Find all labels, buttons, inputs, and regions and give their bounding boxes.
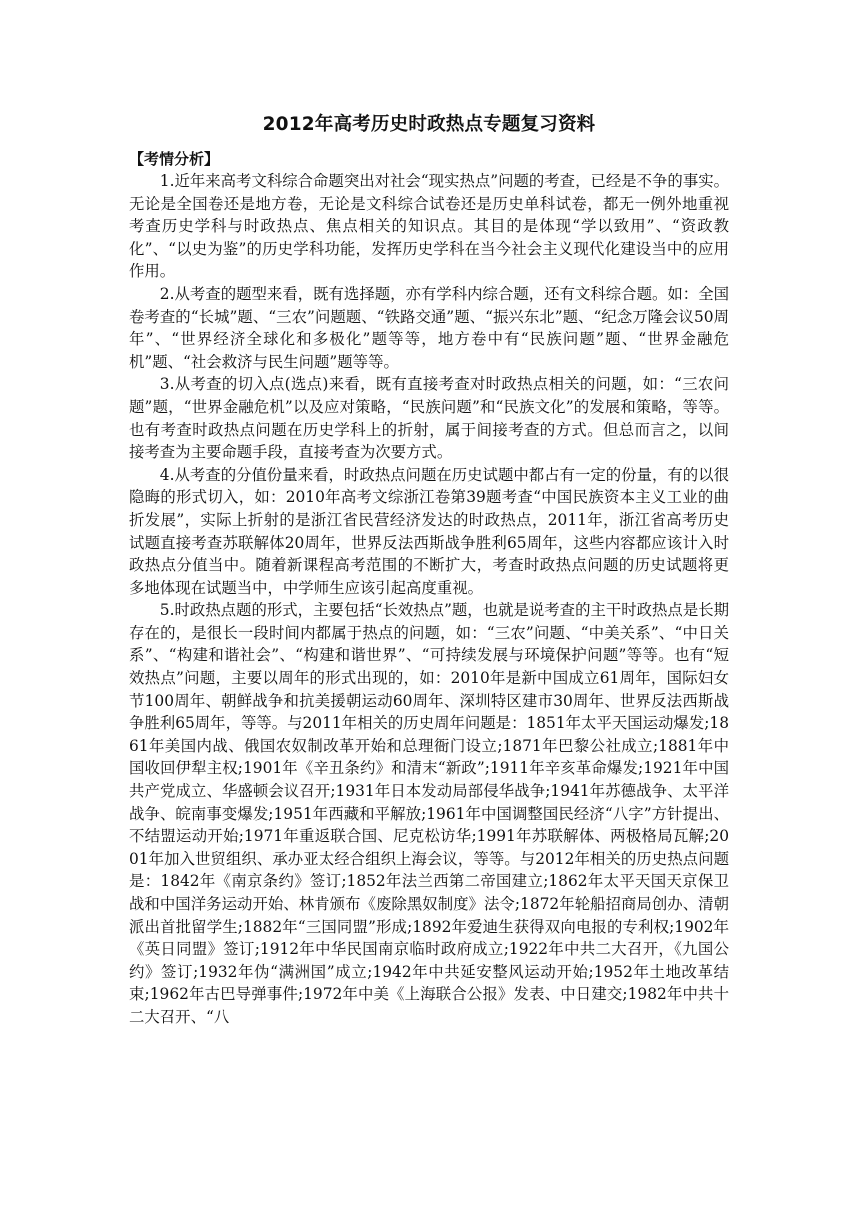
paragraph-2: 2.从考查的题型来看，既有选择题，亦有学科内综合题，还有文科综合题。如：全国卷考查的“长城”题、“三农”问题题、“铁路交通”题、“振兴东北”题、“纪念万隆会议50周年”、“世界经济全球化和多极化”题等等，地方卷中有“民族问题”题、“世界金融危机”题、“社会救济与民生问题”题等等。: [129, 284, 729, 371]
document-title: 2012年高考历史时政热点专题复习资料: [262, 114, 596, 135]
document-page: [129, 112, 729, 1029]
paragraph-1: 1.近年来高考文科综合命题突出对社会“现实热点”问题的考查，已经是不争的事实。无论是全国卷还是地方卷，无论是文科综合试卷还是历史单科试卷，都无一例外地重视考查历史学科与时政热点、焦点相关的知识点。其目的是体现“学以致用”、“资政教化”、“以史为鉴”的历史学科功能，发挥历史学科在当今社会主义现代化建设当中的应用作用。: [129, 172, 729, 281]
paragraph-3: 3.从考查的切入点(选点)来看，既有直接考查对时政热点相关的问题，如：“三农问题”题，“世界金融危机”以及应对策略，“民族问题”和“民族文化”的发展和策略，等等。也有考查时政热点问题在历史学科上的折射，属于间接考查的方式。但总而言之，以间接考查为主要命题手段，直接考查为次要方式。: [129, 375, 729, 462]
section-heading: 【考情分析】: [129, 150, 220, 168]
paragraph-5: 5.时政热点题的形式，主要包括“长效热点”题，也就是说考查的主干时政热点是长期存在的，是很长一段时间内都属于热点的问题，如：“三农”问题、“中美关系”、“中日关系”、“构建和谐社会”、“构建和谐世界”、“可持续发展与环境保护问题”等等。也有“短效热点”问题，主要以周年的形式出现的，如：2010年是新中国成立61周年，国际妇女节100周年、朝鲜战争和抗美援朝运动60周年、深圳特区建市30周年、世界反法西斯战争胜利65周年，等等。与2011年相关的历史周年问题是：1851年太平天国运动爆发;1861年美国内战、俄国农奴制改革开始和总理衙门设立;1871年巴黎公社成立;1881年中国收回伊犁主权;1901年《辛丑条约》和清末“新政”;1911年辛亥革命爆发;1921年中国共产党成立、华盛顿会议召开;1931年日本发动局部侵华战争;1941年苏德战争、太平洋战争、皖南事变爆发;1951年西藏和平解放;1961年中国调整国民经济“八字”方针提出、不结盟运动开始;1971年重返联合国、尼克松访华;1991年苏联解体、两极格局瓦解;2001年加入世贸组织、承办亚太经合组织上海会议，等等。与2012年相关的历史热点问题是：1842年《南京条约》签订;1852年法兰西第二帝国建立;1862年太平天国天京保卫战和中国洋务运动开始、林肯颁布《废除黑奴制度》法令;1872年轮船招商局创办、清朝派出首批留学生;1882年“三国同盟”形成;1892年爱迪生获得双向电报的专利权;1902年《英日同盟》签订;1912年中华民国南京临时政府成立;1922年中共二大召开，《九国公约》签订;1932年伪“满洲国”成立;1942年中共延安整风运动开始;1952年土地改革结束;1962年古巴导弹事件;1972年中美《上海联合公报》发表、中日建交;1982年中共十二大召开、“八: [129, 601, 729, 1026]
paragraph-4: 4.从考查的分值份量来看，时政热点问题在历史试题中都占有一定的份量，有的以很隐晦的形式切入，如：2010年高考文综浙江卷第39题考查“中国民族资本主义工业的曲折发展”，实际上折射的是浙江省民营经济发达的时政热点，2011年，浙江省高考历史试题直接考查苏联解体20周年，世界反法西斯战争胜利65周年，这些内容都应该计入时政热点分值当中。随着新课程高考范围的不断扩大，考查时政热点问题的历史试题将更多地体现在试题当中，中学师生应该引起高度重视。: [129, 465, 729, 597]
